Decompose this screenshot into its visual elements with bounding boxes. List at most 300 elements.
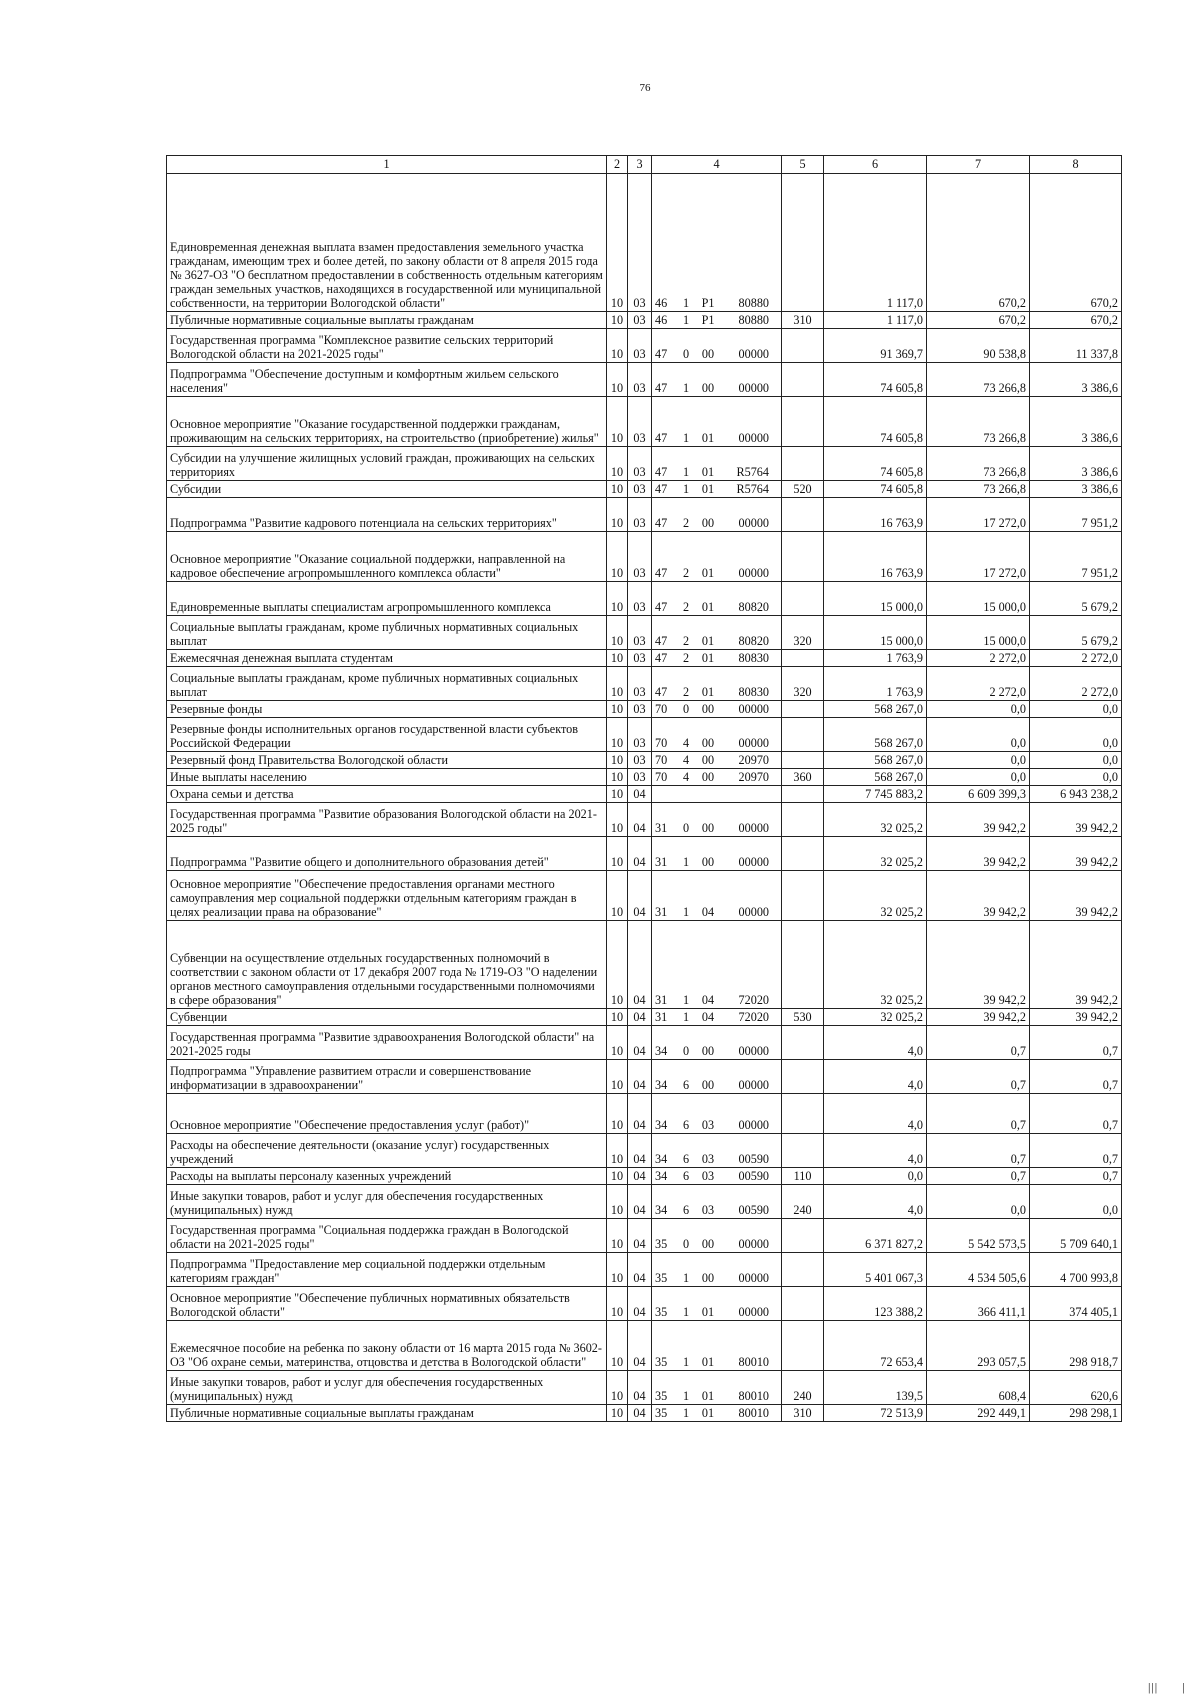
program-code: 46 (655, 312, 668, 327)
table-row (167, 701, 1122, 718)
amount-col-8: 0,7 (1030, 1094, 1122, 1134)
table-row (167, 1060, 1122, 1094)
target-article-code (652, 1060, 782, 1094)
event-code: 01 (701, 430, 715, 445)
subsection-code: 03 (628, 498, 652, 532)
amount-col-8: 3 386,6 (1030, 447, 1122, 481)
amount-col-8: 0,0 (1030, 769, 1122, 786)
direction-code: 00000 (738, 1117, 769, 1132)
amount-col-6: 32 025,2 (824, 803, 927, 837)
section-code: 10 (607, 329, 628, 363)
event-code: 01 (701, 1405, 715, 1420)
table-row (167, 498, 1122, 532)
amount-col-8: 11 337,8 (1030, 329, 1122, 363)
amount-col-7: 0,0 (927, 1185, 1030, 1219)
amount-col-6: 16 763,9 (824, 532, 927, 582)
row-name: Основное мероприятие "Оказание государственной поддержки гражданам, проживающим на сельских территориях, на строительство (приобретение) жилья" (167, 397, 607, 447)
row-name: Иные закупки товаров, работ и услуг для обеспечения государственных (муниципальных) нужд (167, 1185, 607, 1219)
section-code: 10 (607, 312, 628, 329)
amount-col-8: 0,0 (1030, 752, 1122, 769)
program-code: 47 (655, 515, 668, 530)
subprogram-code: 2 (682, 633, 690, 648)
subsection-code: 03 (628, 363, 652, 397)
table-row (167, 837, 1122, 871)
target-article-code (652, 447, 782, 481)
row-name: Охрана семьи и детства (167, 786, 607, 803)
table-row (167, 1009, 1122, 1026)
section-code: 10 (607, 397, 628, 447)
amount-col-8: 39 942,2 (1030, 837, 1122, 871)
table-row (167, 1134, 1122, 1168)
event-code: P1 (701, 295, 715, 310)
row-name: Субвенции на осуществление отдельных государственных полномочий в соответствии с законом области от 17 декабря 2007 года № 1719-ОЗ "О наделении органов местного самоуправления отдельными государственными полномочиями в сфере образования" (167, 921, 607, 1009)
section-code: 10 (607, 174, 628, 312)
event-code: 01 (701, 464, 715, 479)
subprogram-code: 1 (682, 1354, 690, 1369)
program-code: 47 (655, 464, 668, 479)
expense-type-code: 360 (782, 769, 824, 786)
event-code: 00 (701, 1236, 715, 1251)
event-code: 01 (701, 1354, 715, 1369)
amount-col-6: 32 025,2 (824, 921, 927, 1009)
target-article-code (652, 1371, 782, 1405)
program-code: 46 (655, 295, 668, 310)
section-code: 10 (607, 786, 628, 803)
expense-type-code (782, 1026, 824, 1060)
target-article-code (652, 1134, 782, 1168)
direction-code: 80830 (738, 650, 769, 665)
section-code: 10 (607, 1219, 628, 1253)
subsection-code: 03 (628, 174, 652, 312)
row-name: Государственная программа "Развитие образования Вологодской области на 2021-2025 годы" (167, 803, 607, 837)
event-code: 03 (701, 1202, 715, 1217)
program-code: 47 (655, 633, 668, 648)
page-number: 76 (639, 82, 651, 94)
table-body (167, 174, 1122, 1422)
section-code: 10 (607, 616, 628, 650)
expense-type-code (782, 701, 824, 718)
subprogram-code: 1 (682, 1009, 690, 1024)
amount-col-7: 39 942,2 (927, 871, 1030, 921)
amount-col-7: 4 534 505,6 (927, 1253, 1030, 1287)
section-code: 10 (607, 1253, 628, 1287)
expense-type-code (782, 1287, 824, 1321)
expense-type-code (782, 532, 824, 582)
event-code: 03 (701, 1168, 715, 1183)
table-row (167, 1287, 1122, 1321)
amount-col-7: 292 449,1 (927, 1405, 1030, 1422)
section-code: 10 (607, 667, 628, 701)
table-row (167, 329, 1122, 363)
subsection-code: 04 (628, 1009, 652, 1026)
subprogram-code: 0 (682, 701, 690, 716)
amount-col-8: 0,7 (1030, 1168, 1122, 1185)
program-code: 35 (655, 1236, 668, 1251)
column-header: 6 (824, 156, 927, 174)
event-code: 04 (701, 992, 715, 1007)
section-code: 10 (607, 1287, 628, 1321)
target-article-code (652, 1026, 782, 1060)
expense-type-code (782, 1321, 824, 1371)
subprogram-code: 2 (682, 515, 690, 530)
subsection-code: 04 (628, 1094, 652, 1134)
subsection-code: 03 (628, 481, 652, 498)
event-code: 00 (701, 701, 715, 716)
expense-type-code (782, 582, 824, 616)
amount-col-8: 670,2 (1030, 174, 1122, 312)
table-row (167, 786, 1122, 803)
event-code: 00 (701, 346, 715, 361)
amount-col-8: 298 918,7 (1030, 1321, 1122, 1371)
subsection-code: 04 (628, 1185, 652, 1219)
target-article-code (652, 1219, 782, 1253)
subsection-code: 03 (628, 650, 652, 667)
subsection-code: 03 (628, 769, 652, 786)
table-row (167, 532, 1122, 582)
target-article-code (652, 921, 782, 1009)
amount-col-8: 6 943 238,2 (1030, 786, 1122, 803)
direction-code: 80010 (738, 1405, 769, 1420)
amount-col-7: 5 542 573,5 (927, 1219, 1030, 1253)
amount-col-7: 39 942,2 (927, 1009, 1030, 1026)
amount-col-7: 6 609 399,3 (927, 786, 1030, 803)
event-code: 01 (701, 684, 715, 699)
section-code: 10 (607, 582, 628, 616)
section-code: 10 (607, 871, 628, 921)
target-article-code (652, 481, 782, 498)
table-row (167, 582, 1122, 616)
program-code: 35 (655, 1354, 668, 1369)
column-header: 1 (167, 156, 607, 174)
program-code: 31 (655, 854, 668, 869)
event-code: 01 (701, 481, 715, 496)
amount-col-6: 4,0 (824, 1185, 927, 1219)
expense-type-code (782, 397, 824, 447)
target-article-code (652, 616, 782, 650)
program-code: 34 (655, 1151, 668, 1166)
amount-col-7: 39 942,2 (927, 837, 1030, 871)
subprogram-code: 1 (682, 464, 690, 479)
target-article-code (652, 1405, 782, 1422)
event-code: 01 (701, 1304, 715, 1319)
program-code: 47 (655, 650, 668, 665)
amount-col-7: 0,0 (927, 769, 1030, 786)
row-name: Подпрограмма "Обеспечение доступным и комфортным жильем сельского населения" (167, 363, 607, 397)
direction-code: 00000 (738, 701, 769, 716)
amount-col-6: 5 401 067,3 (824, 1253, 927, 1287)
event-code: 00 (701, 820, 715, 835)
amount-col-6: 0,0 (824, 1168, 927, 1185)
subsection-code: 04 (628, 1287, 652, 1321)
amount-col-6: 4,0 (824, 1134, 927, 1168)
amount-col-6: 4,0 (824, 1060, 927, 1094)
direction-code: 80010 (738, 1354, 769, 1369)
amount-col-8: 5 709 640,1 (1030, 1219, 1122, 1253)
amount-col-6: 4,0 (824, 1094, 927, 1134)
row-name: Социальные выплаты гражданам, кроме публичных нормативных социальных выплат (167, 616, 607, 650)
section-code: 10 (607, 498, 628, 532)
amount-col-6: 72 513,9 (824, 1405, 927, 1422)
subprogram-code: 1 (682, 904, 690, 919)
row-name: Основное мероприятие "Оказание социальной поддержки, направленной на кадровое обеспечение агропромышленного комплекса области" (167, 532, 607, 582)
expense-type-code (782, 803, 824, 837)
program-code: 35 (655, 1388, 668, 1403)
subprogram-code: 1 (682, 854, 690, 869)
subsection-code: 04 (628, 871, 652, 921)
direction-code: 00590 (738, 1168, 769, 1183)
program-code: 34 (655, 1117, 668, 1132)
subsection-code: 04 (628, 803, 652, 837)
subsection-code: 03 (628, 667, 652, 701)
amount-col-8: 4 700 993,8 (1030, 1253, 1122, 1287)
row-name: Резервный фонд Правительства Вологодской области (167, 752, 607, 769)
section-code: 10 (607, 1185, 628, 1219)
expense-type-code: 530 (782, 1009, 824, 1026)
direction-code: 00000 (738, 430, 769, 445)
table-row (167, 667, 1122, 701)
direction-code: 00000 (738, 1077, 769, 1092)
direction-code: 00000 (738, 735, 769, 750)
table-row (167, 363, 1122, 397)
target-article-code (652, 397, 782, 447)
amount-col-6: 4,0 (824, 1026, 927, 1060)
amount-col-6: 91 369,7 (824, 329, 927, 363)
subprogram-code: 4 (682, 735, 690, 750)
amount-col-7: 90 538,8 (927, 329, 1030, 363)
table-row (167, 616, 1122, 650)
section-code: 10 (607, 650, 628, 667)
row-name: Основное мероприятие "Обеспечение предоставления услуг (работ)" (167, 1094, 607, 1134)
table-row (167, 1094, 1122, 1134)
section-code: 10 (607, 1168, 628, 1185)
amount-col-6: 1 117,0 (824, 174, 927, 312)
row-name: Основное мероприятие "Обеспечение предоставления органами местного самоуправления мер социальной поддержки отдельным категориям граждан в целях реализации права на образование" (167, 871, 607, 921)
subprogram-code: 6 (682, 1168, 690, 1183)
target-article-code (652, 582, 782, 616)
target-article-code (652, 1253, 782, 1287)
target-article-code (652, 1094, 782, 1134)
section-code: 10 (607, 1321, 628, 1371)
row-name: Иные закупки товаров, работ и услуг для обеспечения государственных (муниципальных) нужд (167, 1371, 607, 1405)
amount-col-7: 670,2 (927, 174, 1030, 312)
program-code: 31 (655, 992, 668, 1007)
direction-code: 00000 (738, 346, 769, 361)
amount-col-6: 1 763,9 (824, 650, 927, 667)
subsection-code: 04 (628, 1321, 652, 1371)
target-article-code (652, 329, 782, 363)
row-name: Резервные фонды (167, 701, 607, 718)
subprogram-code: 1 (682, 992, 690, 1007)
amount-col-6: 568 267,0 (824, 769, 927, 786)
table-row (167, 1185, 1122, 1219)
row-name: Резервные фонды исполнительных органов государственной власти субъектов Российской Федерации (167, 718, 607, 752)
amount-col-8: 298 298,1 (1030, 1405, 1122, 1422)
amount-col-7: 17 272,0 (927, 532, 1030, 582)
amount-col-7: 73 266,8 (927, 447, 1030, 481)
amount-col-7: 15 000,0 (927, 582, 1030, 616)
section-code: 10 (607, 447, 628, 481)
column-header: 8 (1030, 156, 1122, 174)
subsection-code: 04 (628, 1134, 652, 1168)
subsection-code: 04 (628, 1219, 652, 1253)
amount-col-7: 39 942,2 (927, 803, 1030, 837)
amount-col-6: 568 267,0 (824, 752, 927, 769)
event-code: 00 (701, 1043, 715, 1058)
direction-code: 80820 (738, 599, 769, 614)
program-code: 47 (655, 346, 668, 361)
amount-col-8: 2 272,0 (1030, 667, 1122, 701)
amount-col-7: 2 272,0 (927, 650, 1030, 667)
amount-col-6: 74 605,8 (824, 363, 927, 397)
table-row (167, 752, 1122, 769)
row-name: Субсидии (167, 481, 607, 498)
header-row (167, 156, 1122, 174)
program-code: 70 (655, 735, 668, 750)
expense-type-code (782, 1094, 824, 1134)
target-article-code (652, 769, 782, 786)
expense-type-code (782, 1060, 824, 1094)
subsection-code: 03 (628, 312, 652, 329)
direction-code: 72020 (738, 992, 769, 1007)
subprogram-code: 1 (682, 1270, 690, 1285)
amount-col-7: 366 411,1 (927, 1287, 1030, 1321)
row-name: Подпрограмма "Управление развитием отрасли и совершенствование информатизации в здравоохранении" (167, 1060, 607, 1094)
amount-col-8: 2 272,0 (1030, 650, 1122, 667)
amount-col-6: 6 371 827,2 (824, 1219, 927, 1253)
expense-type-code (782, 786, 824, 803)
amount-col-6: 15 000,0 (824, 616, 927, 650)
amount-col-8: 3 386,6 (1030, 363, 1122, 397)
section-code: 10 (607, 1060, 628, 1094)
event-code: 01 (701, 633, 715, 648)
direction-code: 80830 (738, 684, 769, 699)
amount-col-7: 2 272,0 (927, 667, 1030, 701)
program-code: 31 (655, 904, 668, 919)
table-row (167, 1026, 1122, 1060)
amount-col-7: 0,0 (927, 718, 1030, 752)
direction-code: 20970 (738, 752, 769, 767)
subsection-code: 04 (628, 921, 652, 1009)
expense-type-code (782, 1134, 824, 1168)
subprogram-code: 1 (682, 1304, 690, 1319)
direction-code: 80880 (738, 312, 769, 327)
section-code: 10 (607, 1134, 628, 1168)
table-row (167, 397, 1122, 447)
amount-col-8: 0,7 (1030, 1026, 1122, 1060)
subsection-code: 03 (628, 752, 652, 769)
amount-col-8: 39 942,2 (1030, 921, 1122, 1009)
amount-col-7: 0,0 (927, 701, 1030, 718)
subsection-code: 03 (628, 532, 652, 582)
row-name: Субсидии на улучшение жилищных условий граждан, проживающих на сельских территориях (167, 447, 607, 481)
amount-col-6: 32 025,2 (824, 1009, 927, 1026)
amount-col-6: 74 605,8 (824, 447, 927, 481)
target-article-code (652, 837, 782, 871)
expense-type-code (782, 363, 824, 397)
row-name: Подпрограмма "Развитие общего и дополнительного образования детей" (167, 837, 607, 871)
table-row (167, 1405, 1122, 1422)
amount-col-8: 0,7 (1030, 1134, 1122, 1168)
amount-col-8: 5 679,2 (1030, 616, 1122, 650)
amount-col-6: 568 267,0 (824, 718, 927, 752)
direction-code: 00000 (738, 515, 769, 530)
direction-code: 00000 (738, 1304, 769, 1319)
row-name: Иные выплаты населению (167, 769, 607, 786)
event-code: 00 (701, 735, 715, 750)
expense-type-code (782, 498, 824, 532)
table-row (167, 1253, 1122, 1287)
column-header: 2 (607, 156, 628, 174)
amount-col-7: 73 266,8 (927, 481, 1030, 498)
amount-col-6: 32 025,2 (824, 837, 927, 871)
expense-type-code: 240 (782, 1371, 824, 1405)
program-code: 34 (655, 1077, 668, 1092)
program-code: 35 (655, 1405, 668, 1420)
amount-col-7: 73 266,8 (927, 363, 1030, 397)
program-code: 70 (655, 752, 668, 767)
amount-col-8: 39 942,2 (1030, 1009, 1122, 1026)
amount-col-6: 1 763,9 (824, 667, 927, 701)
program-code: 47 (655, 481, 668, 496)
section-code: 10 (607, 363, 628, 397)
section-code: 10 (607, 1026, 628, 1060)
target-article-code (652, 803, 782, 837)
event-code: 00 (701, 1077, 715, 1092)
subprogram-code: 2 (682, 599, 690, 614)
program-code: 34 (655, 1202, 668, 1217)
section-code: 10 (607, 1405, 628, 1422)
expense-type-code (782, 837, 824, 871)
event-code: 01 (701, 650, 715, 665)
event-code: 00 (701, 769, 715, 784)
direction-code: R5764 (736, 464, 769, 479)
row-name: Государственная программа "Социальная поддержка граждан в Вологодской области на 2021-2025 годы" (167, 1219, 607, 1253)
section-code: 10 (607, 769, 628, 786)
subprogram-code: 0 (682, 1043, 690, 1058)
scan-marks: ||| | (1148, 1680, 1186, 1694)
subsection-code: 03 (628, 329, 652, 363)
expense-type-code: 240 (782, 1185, 824, 1219)
row-name: Подпрограмма "Предоставление мер социальной поддержки отдельным категориям граждан" (167, 1253, 607, 1287)
amount-col-8: 7 951,2 (1030, 498, 1122, 532)
subprogram-code: 6 (682, 1202, 690, 1217)
subprogram-code: 2 (682, 684, 690, 699)
table-row (167, 650, 1122, 667)
amount-col-7: 293 057,5 (927, 1321, 1030, 1371)
expense-type-code (782, 174, 824, 312)
section-code: 10 (607, 481, 628, 498)
amount-col-8: 0,0 (1030, 718, 1122, 752)
expense-type-code (782, 921, 824, 1009)
direction-code: 00000 (738, 1270, 769, 1285)
event-code: 01 (701, 565, 715, 580)
direction-code: 00000 (738, 820, 769, 835)
amount-col-8: 3 386,6 (1030, 397, 1122, 447)
event-code: 00 (701, 1270, 715, 1285)
column-header: 3 (628, 156, 652, 174)
direction-code: 00000 (738, 380, 769, 395)
expense-type-code (782, 718, 824, 752)
section-code: 10 (607, 803, 628, 837)
target-article-code (652, 701, 782, 718)
amount-col-7: 608,4 (927, 1371, 1030, 1405)
target-article-code (652, 1321, 782, 1371)
direction-code: 00590 (738, 1151, 769, 1166)
target-article-code (652, 498, 782, 532)
table-row (167, 871, 1122, 921)
amount-col-7: 17 272,0 (927, 498, 1030, 532)
table-row (167, 174, 1122, 312)
